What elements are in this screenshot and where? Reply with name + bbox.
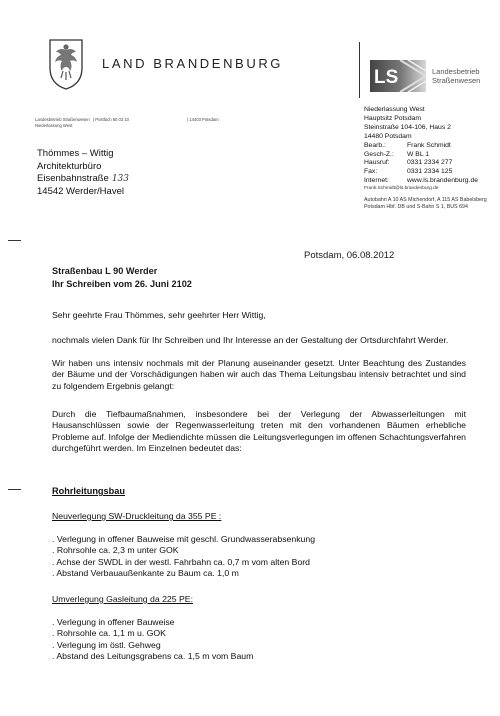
contact-row-phone: Hausruf: 0331 2334 277 [364,159,453,167]
transport-road: Autobahn A 10 AS Michendorf, A 115 AS Babelsberg [364,196,487,203]
sender-postal: | 14403 Potsdam [187,117,219,122]
list-item: . Verlegung in offener Bauweise mit geschl. Grundwasserabsenkung [52,534,316,544]
sender-unit: Niederlassung West [35,123,73,128]
contact-row-reference: Gesch-Z.: W BL 1 [364,150,430,158]
header-divider [359,42,360,98]
list-gas-pipe [52,617,466,662]
subject-line1: Straßenbau L 90 Werder [52,266,158,276]
section-heading: Rohrleitungsbau [52,486,125,496]
salutation: Sehr geehrte Frau Thömmes, sehr geehrter Herr Wittig, [52,310,266,320]
list-item: . Verlegung in offener Bauweise [52,617,175,627]
ls-logo-icon [370,60,426,92]
agency-name-line2: Straßenwesen [432,76,481,85]
contact-row-fax: Fax: 0331 2334 125 [364,168,453,176]
letter-date: Potsdam, 06.08.2012 [304,250,395,261]
contact-row-editor: Bearb.: Frank Schmidt [364,141,451,149]
subject-line2: Ihr Schreiben vom 26. Juni 2102 [52,278,192,289]
paragraph-2: Wir haben uns intensiv nochmals mit der Planung auseinander gesetzt. Unter Beachtung des Zustandes der Bäume und der Vorschädigungen haben wir auch das Thema Leitungsbau intensiv betrachtet und sind zu folgendem Ergebnis gelangt: [52,358,466,391]
list-item: . Abstand des Leitungsgrabens ca. 1,5 m vom Baum [52,650,254,661]
sender-org: Landesbetrieb Straßenwesen [35,117,90,122]
handwritten-house-number: 133 [111,174,130,184]
state-name: LAND BRANDENBURG [102,56,284,71]
paragraph-1: nochmals vielen Dank für Ihr Schreiben und Ihr Interesse an der Gestaltung der Ortsdurchfahrt Werder. [52,335,449,345]
list-item: . Rohrsohle ca. 1,1 m u. GOK [52,628,166,639]
subsection-gas-pipe: Umverlegung Gasleitung da 225 PE: [52,594,194,604]
punch-mark [8,489,21,490]
fold-mark [8,240,21,241]
subsection-sw-pipe: Neuverlegung SW-Druckleitung da 355 PE : [52,511,222,521]
list-item: . Abstand Verbauaußenkante zu Baum ca. 1,0 m [52,567,239,578]
sender-po-box: | Postfach 60 03 10 [93,117,130,122]
office-info [364,106,487,211]
recipient-street: Eisenbahnstraße 133 [37,173,130,184]
contact-row-website: Internet: www.ls.brandenburg.de [364,177,479,185]
agency-name [432,67,480,85]
agency-name-line1: Landesbetrieb [432,67,480,76]
recipient-company: Architekturbüro [37,160,102,172]
list-sw-pipe [52,534,466,579]
office-street: Steinstraße 104-106, Haus 2 [364,123,451,131]
paragraph-3: Durch die Tiefbaumaßnahmen, insbesondere bei der Verlegung der Abwasserleitungen mit Hausanschlüssen sowie der Regenwasserleitung treten mit den vorhandenen Bäumen erhebliche Probleme auf. Infolge der Mediendichte müssen die Leitungsverlegungen im offenen Schachtungsverfahren durchgeführt werden. Im Einzelnen bedeutet das: [52,409,466,453]
list-item: . Achse der SWDL in der westl. Fahrbahn ca. 0,7 m vom alten Bord [52,556,311,567]
recipient-city: 14542 Werder/Havel [37,185,124,197]
ls-mark: LS [374,67,399,88]
recipient-address [37,148,129,198]
list-item: . Verlegung im östl. Gehweg [52,639,161,650]
list-item: . Rohrsohle ca. 2,3 m unter GOK [52,545,179,556]
office-name: Niederlassung West [364,106,425,113]
letter-subject [52,265,192,290]
office-seat: Hauptsitz Potsdam [364,114,422,122]
transport-rail: Potsdam Hbf. DB und S-Bahn S 1, BUS 694 [364,203,468,210]
office-city: 14480 Potsdam [364,132,412,140]
contact-email: Frank.Schmidt@ls.brandenburg.de [364,186,439,192]
brandenburg-eagle-crest-icon [48,38,84,90]
recipient-name: Thömmes – Wittig [37,148,114,159]
